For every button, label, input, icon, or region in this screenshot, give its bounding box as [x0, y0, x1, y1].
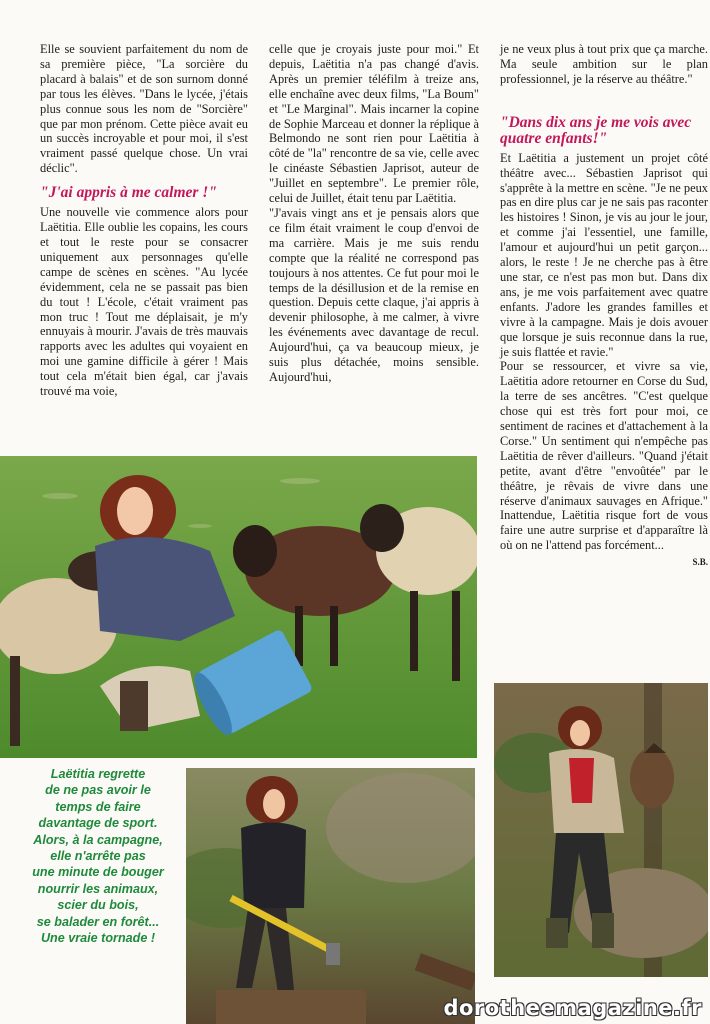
paragraph: Et Laëtitia a justement un projet côté théâtre avec... Sébastien Japrisot qui s'apprête à la mettre en scène. "Je ne peux pas en dire plus car je ne sais pas raconter les histoires ! Sinon, je vis au jour le jour, et comme j'ai l'essentiel, une famille, l'amour et aujourd'hui un petit garçon... alors, le reste ! Je ne cherche pas à être une star, ce n'est pas mon but. Dans dix ans, je me vois parfaitement avec quatre enfants. J'adore les grandes familles et vivre à la campagne. Mais je dois avouer que lorsque je suis reconnue dans la rue, je suis flattée et ravie."	[500, 150, 708, 359]
watermark: dorotheemagazine.fr	[443, 996, 702, 1020]
subheading: "Dans dix ans je me vois avec quatre enfants!"	[500, 113, 692, 147]
paragraph: Elle se souvient parfaitement du nom de sa première pièce, "La sorcière du placard à balais" et de son surnom donné par tous les élèves. "Dans le lycée, j'étais plus connue sous les nom de "Sorcière" que par mon prénom. Cette pièce avait eu un succès incroyable et pour moi, il s'est vraiment passé quelque chose. Un vrai déclic".	[40, 42, 248, 176]
goat-forest-photo	[494, 683, 708, 977]
subheading: "J'ai appris à me calmer !"	[40, 184, 217, 202]
photo-caption: Laëtitia regrette de ne pas avoir le temps de faire davantage de sport. Alors, à la campagne, elle n'arrête pas une minute de bouger nourrir les animaux, scier du bois, se balader en forêt... Une vraie tornade !	[32, 767, 164, 946]
paragraph: Une nouvelle vie commence alors pour Laëtitia. Elle oublie les copains, les cours et tout le reste pour se consacrer uniquement aux personnages qu'elle campe de scènes en scènes. "Au lycée évidemment, cela ne se passait pas bien du tout ! L'école, c'était vraiment pas mon truc ! Tout me déplaisait, je m'y ennuyais à mourir. J'avais de très mauvais rapports avec les adultes qui voyaient en moi une gamine difficile à gérer ! Mais tout cela m'était bien égal, car j'avais trouvé ma voie,	[40, 205, 248, 399]
author-signature: S.B.	[692, 557, 708, 568]
paragraph: je ne veux plus à tout prix que ça marche. Ma seule ambition sur le plan professionnel, je la réserve au théâtre."	[500, 42, 708, 86]
paragraph: celle que je croyais juste pour moi." Et depuis, Laëtitia n'a pas changé d'avis. Après un premier téléfilm à treize ans, elle enchaîne avec deux films, "La Boum" et "Le Marginal". Mais incarner la copine de Sophie Marceau et donner la réplique à Belmondo ne sont rien pour Laëtitia à côté de "la" rencontre de sa vie, celle avec le cinéaste Sébastien Japrisot, auteur de "Juillet en septembre". Le premier rôle, celui de Juillet, était tenu par Laëtitia.	[269, 42, 479, 206]
sheep-field-photo	[0, 456, 477, 758]
article-column-1	[40, 42, 248, 399]
article-column-3	[500, 42, 708, 570]
paragraph: Pour se ressourcer, et vivre sa vie, Laëtitia adore retourner en Corse du Sud, la terre de ses ancêtres. "C'est quelque chose qui est très fort pour moi, ce sentiment de racines et d'attachement à la Corse." Un sentiment qui n'empêche pas Laëtitia de rêver d'ailleurs. "Quand j'était petite, avant d'être "envoûtée" par le théâtre, je rêvais de vivre dans une réserve d'animaux sauvages en Afrique." Inattendue, Laëtitia risque fort de vous faire une autre surprise et d'apparaître là où on ne l'attend pas forcément...	[500, 359, 708, 553]
article-column-2	[269, 42, 479, 385]
wood-chopping-photo	[186, 768, 475, 1024]
paragraph: "J'avais vingt ans et je pensais alors que ce film était vraiment le coup d'envoi de ma carrière. Mais je me suis rendu compte que la réalité ne correspond pas toujours à nos attentes. Ce fut pour moi le temps de la désillusion et de la remise en question. Depuis cette claque, j'ai appris à devenir philosophe, à me calmer, à vivre les événements avec davantage de recul. Aujourd'hui, ça va beaucoup mieux, je suis plus détachée, moins sensible. Aujourd'hui,	[269, 205, 479, 384]
